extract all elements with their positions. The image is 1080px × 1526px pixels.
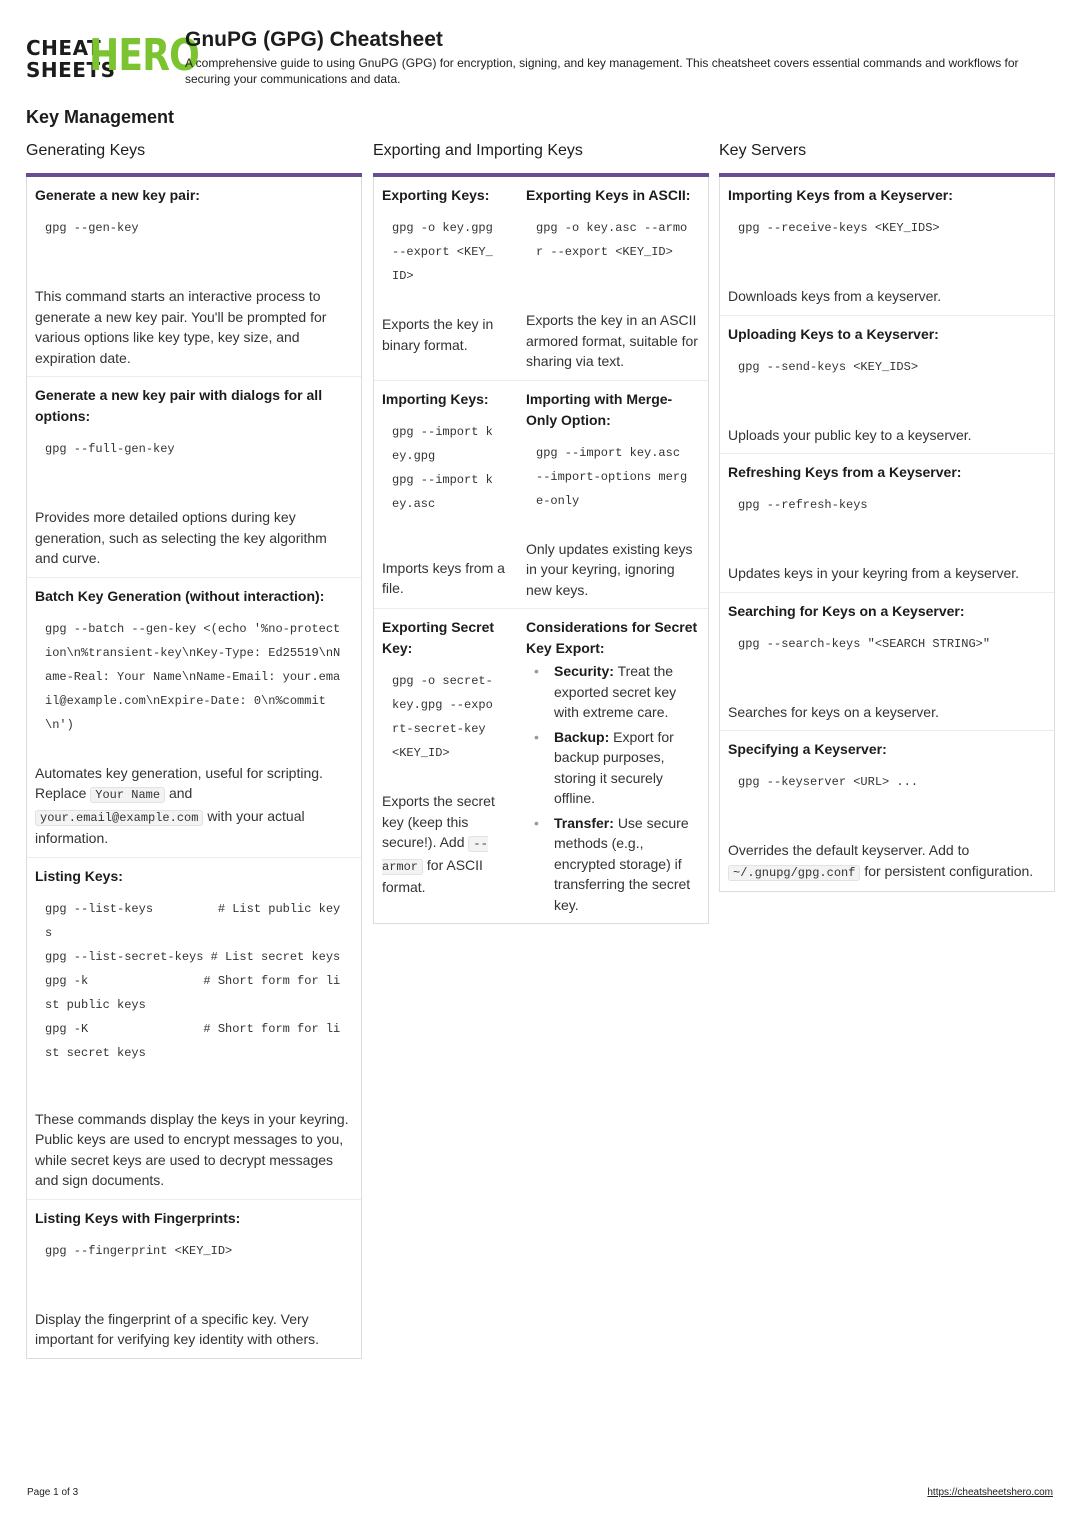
desc-text: Overrides the default keyserver. Add to bbox=[728, 842, 970, 858]
desc-text: with your actual information. bbox=[35, 807, 305, 846]
block-full-gen-key bbox=[27, 377, 361, 578]
block-receive-keys bbox=[720, 177, 1054, 316]
page-header bbox=[26, 28, 1056, 90]
code-snippet[interactable]: gpg --import key.asc --import-options merge-only bbox=[536, 445, 688, 508]
card-exporting-importing bbox=[373, 177, 709, 924]
block-description: Updates keys in your keyring from a keyserver. bbox=[728, 565, 1020, 581]
column-generating-keys bbox=[26, 140, 362, 1359]
column-title: Generating Keys bbox=[26, 142, 146, 159]
pair-importing bbox=[374, 381, 708, 610]
desc-text: Automates key generation, useful for scripting. Replace bbox=[35, 764, 323, 801]
page-title: GnuPG (GPG) Cheatsheet bbox=[185, 28, 443, 51]
block-title: Uploading Keys to a Keyserver: bbox=[728, 325, 939, 342]
bullet-text: Export for backup purposes, storing it securely offline. bbox=[554, 728, 674, 806]
desc-text: and bbox=[168, 785, 193, 801]
column-exporting-importing bbox=[373, 140, 709, 924]
block-title: Exporting Keys in ASCII: bbox=[526, 187, 691, 203]
block-import-keys bbox=[374, 381, 518, 609]
block-export-secret-key bbox=[374, 609, 518, 923]
inline-code: your.email@example.com bbox=[35, 810, 203, 826]
column-title: Key Servers bbox=[719, 142, 807, 159]
logo-hero-text: HERO bbox=[89, 30, 200, 81]
list-item bbox=[526, 661, 700, 723]
code-snippet[interactable]: gpg --list-keys # List public keys gpg --list-secret-keys # List secret keys gpg -k # Short form for list public keys gpg -K # Short form for list secret keys bbox=[45, 901, 341, 1060]
bullet-text: Treat the exported secret key with extreme care. bbox=[554, 663, 677, 720]
block-import-merge-only bbox=[518, 381, 708, 609]
block-title: Searching for Keys on a Keyserver: bbox=[728, 602, 965, 619]
block-batch-gen-key bbox=[27, 578, 361, 858]
block-title: Specifying a Keyserver: bbox=[728, 741, 887, 757]
block-description: Searches for keys on a keyserver. bbox=[728, 703, 939, 720]
column-key-servers bbox=[719, 140, 1055, 892]
block-title: Generate a new key pair: bbox=[35, 187, 200, 203]
block-specify-keyserver bbox=[720, 731, 1054, 891]
column-title: Exporting and Importing Keys bbox=[373, 142, 583, 159]
page-number: Page 1 of 3 bbox=[27, 1487, 79, 1498]
code-snippet[interactable]: gpg -o secret-key.gpg --export-secret-key <KEY_ID> bbox=[392, 674, 493, 760]
block-description: Uploads your public key to a keyserver. bbox=[728, 426, 972, 443]
block-title: Importing Keys: bbox=[382, 390, 489, 407]
site-link[interactable]: https://cheatsheetshero.com bbox=[927, 1487, 1053, 1498]
considerations-list bbox=[526, 661, 700, 915]
block-fingerprint bbox=[27, 1200, 361, 1358]
block-title: Listing Keys: bbox=[35, 867, 123, 884]
code-snippet[interactable]: gpg --import key.gpg gpg --import key.asc bbox=[392, 424, 493, 511]
bullet-label: Transfer: bbox=[554, 814, 614, 831]
code-snippet[interactable]: gpg --full-gen-key bbox=[45, 442, 175, 456]
code-snippet[interactable]: gpg -o key.asc --armor --export <KEY_ID> bbox=[536, 221, 688, 259]
block-title: Importing Keys from a Keyserver: bbox=[728, 187, 953, 203]
code-snippet[interactable]: gpg --batch --gen-key <(echo '%no-protection\n%transient-key\nKey-Type: Ed25519\nName-Real: Your Name\nName-Email: your.email@example.com\nExpire-Date: 0\n%commit\n') bbox=[45, 621, 341, 732]
block-description: These commands display the keys in your keyring. Public keys are used to encrypt messages to you, while secret keys are used to decrypt messages and sign documents. bbox=[35, 1110, 349, 1188]
block-refresh-keys bbox=[720, 454, 1054, 593]
block-title: Exporting Keys: bbox=[382, 187, 490, 203]
bullet-label: Backup: bbox=[554, 728, 610, 745]
logo-sheets-text: SHEETS bbox=[26, 58, 116, 82]
block-description: This command starts an interactive process to generate a new key pair. You'll be prompted for various options like key type, key size, and expiration date. bbox=[35, 288, 327, 366]
block-title: Importing with Merge-Only Option: bbox=[526, 390, 673, 428]
block-list-keys bbox=[27, 858, 361, 1200]
block-export-ascii bbox=[518, 177, 708, 380]
bullet-label: Security: bbox=[554, 663, 614, 679]
block-export-keys bbox=[374, 177, 518, 380]
block-title: Refreshing Keys from a Keyserver: bbox=[728, 464, 962, 480]
pair-secret-key bbox=[374, 609, 708, 923]
pair-exporting bbox=[374, 177, 708, 381]
page-subtitle: A comprehensive guide to using GnuPG (GPG) for encryption, signing, and key management. This cheatsheet covers essential commands and workflows for securing your communications and data. bbox=[185, 56, 1019, 86]
block-description: Exports the key in an ASCII armored format, suitable for sharing via text. bbox=[526, 312, 698, 369]
card-generating-keys bbox=[26, 177, 362, 1359]
code-snippet[interactable]: gpg --refresh-keys bbox=[738, 498, 868, 512]
block-description: Downloads keys from a keyserver. bbox=[728, 288, 942, 304]
block-description: Display the fingerprint of a specific key. Very important for verifying key identity with others. bbox=[35, 1310, 320, 1347]
code-snippet[interactable]: gpg --fingerprint <KEY_ID> bbox=[45, 1243, 233, 1258]
desc-text: for ASCII format. bbox=[382, 856, 483, 895]
block-generate-key bbox=[27, 177, 361, 377]
block-description bbox=[35, 741, 353, 853]
block-description: Provides more detailed options during key generation, such as selecting the key algorithm and curve. bbox=[35, 509, 327, 566]
block-description: Exports the key in binary format. bbox=[382, 316, 494, 353]
bullet-text: Use secure methods (e.g., encrypted storage) if transferring the secret key. bbox=[554, 814, 691, 913]
inline-code: ~/.gnupg/gpg.conf bbox=[728, 865, 860, 881]
block-description bbox=[728, 818, 1046, 887]
code-snippet[interactable]: gpg --send-keys <KEY_IDS> bbox=[738, 359, 919, 374]
inline-code: --armor bbox=[382, 837, 488, 874]
block-title: Considerations for Secret Key Export: bbox=[526, 619, 698, 656]
block-title: Listing Keys with Fingerprints: bbox=[35, 1209, 241, 1226]
inline-code: Your Name bbox=[90, 787, 165, 803]
block-search-keys bbox=[720, 593, 1054, 732]
block-description: Imports keys from a file. bbox=[382, 559, 505, 596]
block-send-keys bbox=[720, 316, 1054, 455]
section-title: Key Management bbox=[26, 107, 175, 127]
block-title: Batch Key Generation (without interaction): bbox=[35, 587, 325, 604]
card-key-servers bbox=[719, 177, 1055, 892]
block-title: Exporting Secret Key: bbox=[382, 619, 495, 656]
desc-text: for persistent configuration. bbox=[864, 862, 1034, 879]
block-title: Generate a new key pair with dialogs for all options: bbox=[35, 387, 323, 424]
logo-cheat-text: CHEAT bbox=[26, 36, 102, 60]
cheatsheetshero-logo[interactable] bbox=[26, 30, 200, 82]
code-snippet[interactable]: gpg --receive-keys <KEY_IDS> bbox=[738, 221, 940, 235]
code-snippet[interactable]: gpg -o key.gpg --export <KEY_ID> bbox=[392, 221, 501, 283]
list-item bbox=[526, 727, 700, 809]
code-snippet[interactable]: gpg --search-keys "<SEARCH STRING>" bbox=[738, 636, 991, 651]
code-snippet[interactable]: gpg --gen-key bbox=[45, 221, 139, 235]
block-description bbox=[382, 769, 510, 902]
block-description: Only updates existing keys in your keyring, ignoring new keys. bbox=[526, 540, 693, 598]
code-snippet[interactable]: gpg --keyserver <URL> ... bbox=[738, 775, 919, 789]
block-secret-considerations bbox=[518, 609, 708, 923]
list-item bbox=[526, 813, 700, 916]
desc-text: Exports the secret key (keep this secure!). Add bbox=[382, 793, 495, 850]
